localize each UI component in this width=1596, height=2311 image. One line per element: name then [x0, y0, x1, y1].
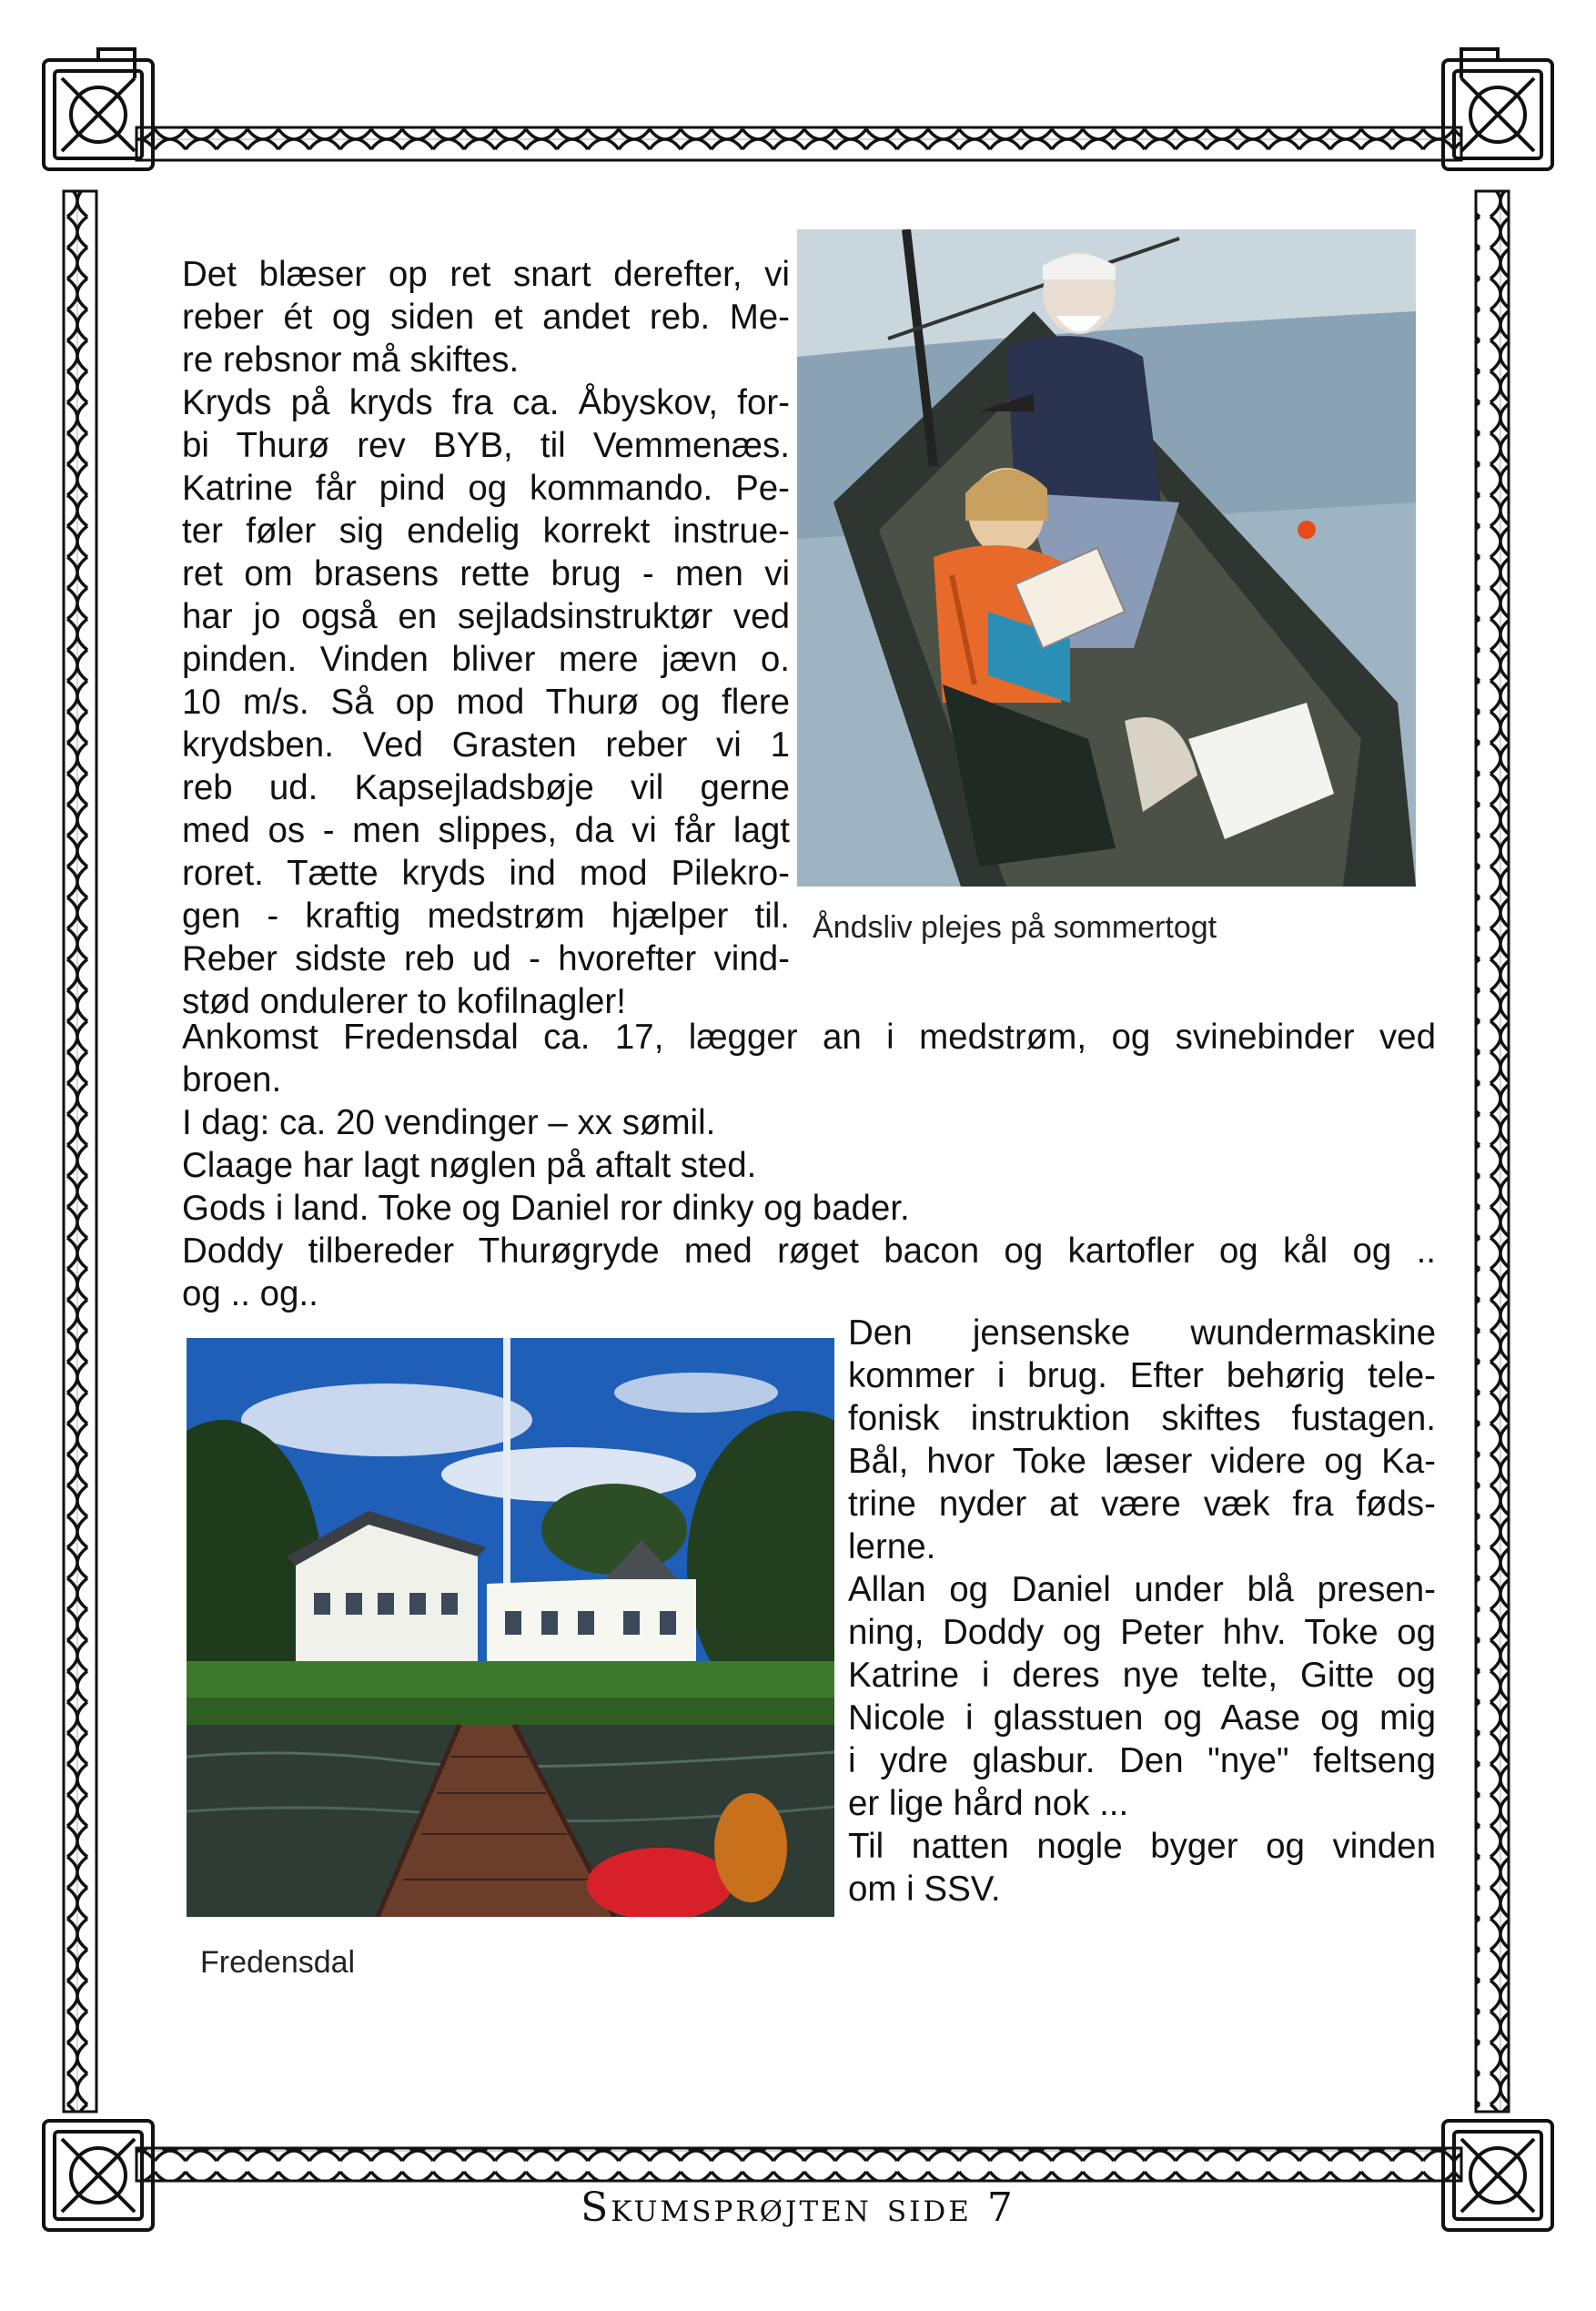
text-line: krydsben. Ved Grasten reber vi 1: [182, 725, 790, 765]
text-line: re rebsnor må skiftes.: [182, 340, 520, 380]
text-line: ter føler sig endelig korrekt instrue-: [182, 512, 790, 551]
text-line: ret om brasens rette brug - men vi: [182, 554, 790, 593]
text-line: broen.: [182, 1060, 282, 1100]
text-line: med os - men slippes, da vi får lagt: [182, 811, 790, 850]
right-column-text: [848, 1312, 1436, 1911]
text-line: I dag: ca. 20 vendinger – xx sømil.: [182, 1103, 716, 1142]
text-line: Nicole i glasstuen og Aase og mig: [848, 1698, 1436, 1738]
text-line: er lige hård nok ...: [848, 1784, 1129, 1823]
text-line: stød ondulerer to kofilnagler!: [182, 982, 626, 1021]
text-line: reb ud. Kapsejladsbøje vil gerne: [182, 768, 790, 807]
text-line: Reber sidste reb ud - hvorefter vind-: [182, 939, 790, 978]
text-line: Den jensenske wundermaskine: [848, 1313, 1436, 1353]
text-line: Det blæser op ret snart derefter, vi: [182, 255, 790, 294]
text-line: i ydre glasbur. Den "nye" feltseng: [848, 1741, 1436, 1780]
text-line: Kryds på kryds fra ca. Åbyskov, for-: [182, 383, 790, 422]
boat-photo: [797, 229, 1416, 887]
text-line: Doddy tilbereder Thurøgryde med røget bacon og kartofler og kål og ..: [182, 1232, 1436, 1271]
text-line: kommer i brug. Efter behørig tele-: [848, 1356, 1436, 1395]
full-width-text: [182, 1016, 1436, 1315]
text-line: ning, Doddy og Peter hhv. Toke og: [848, 1613, 1436, 1652]
text-line: reber ét og siden et andet reb. Me-: [182, 298, 790, 337]
text-line: roret. Tætte kryds ind mod Pilekro-: [182, 854, 790, 893]
text-line: bi Thurø rev BYB, til Vemmenæs.: [182, 426, 790, 465]
text-line: gen - kraftig medstrøm hjælper til.: [182, 897, 790, 936]
text-line: Claage har lagt nøglen på aftalt sted.: [182, 1146, 757, 1185]
boat-photo-caption: Åndsliv plejes på sommertogt: [813, 910, 1217, 945]
text-line: Gods i land. Toke og Daniel ror dinky og bader.: [182, 1189, 910, 1228]
fredensdal-photo-caption: Fredensdal: [200, 1945, 356, 1980]
text-line: har jo også en sejladsinstruktør ved: [182, 597, 790, 636]
page-footer: Skumsprøjten side 7: [581, 2184, 1015, 2231]
text-line: lerne.: [848, 1527, 936, 1566]
text-line: og .. og..: [182, 1274, 318, 1313]
text-line: trine nyder at være væk fra føds-: [848, 1485, 1436, 1524]
text-line: Allan og Daniel under blå presen-: [848, 1570, 1436, 1609]
text-line: om i SSV.: [848, 1870, 1001, 1909]
text-line: 10 m/s. Så op mod Thurø og flere: [182, 683, 790, 722]
text-line: Katrine i deres nye telte, Gitte og: [848, 1656, 1436, 1695]
text-line: Til natten nogle byger og vinden: [848, 1827, 1436, 1866]
text-line: Bål, hvor Toke læser videre og Ka-: [848, 1442, 1436, 1481]
text-line: Ankomst Fredensdal ca. 17, lægger an i medstrøm, og svinebinder ved: [182, 1018, 1436, 1057]
left-column-text: [182, 253, 790, 1023]
text-line: Katrine får pind og kommando. Pe-: [182, 469, 790, 508]
text-line: pinden. Vinden bliver mere jævn o.: [182, 640, 790, 679]
fredensdal-photo: [187, 1338, 834, 1917]
text-line: fonisk instruktion skiftes fustagen.: [848, 1399, 1436, 1438]
